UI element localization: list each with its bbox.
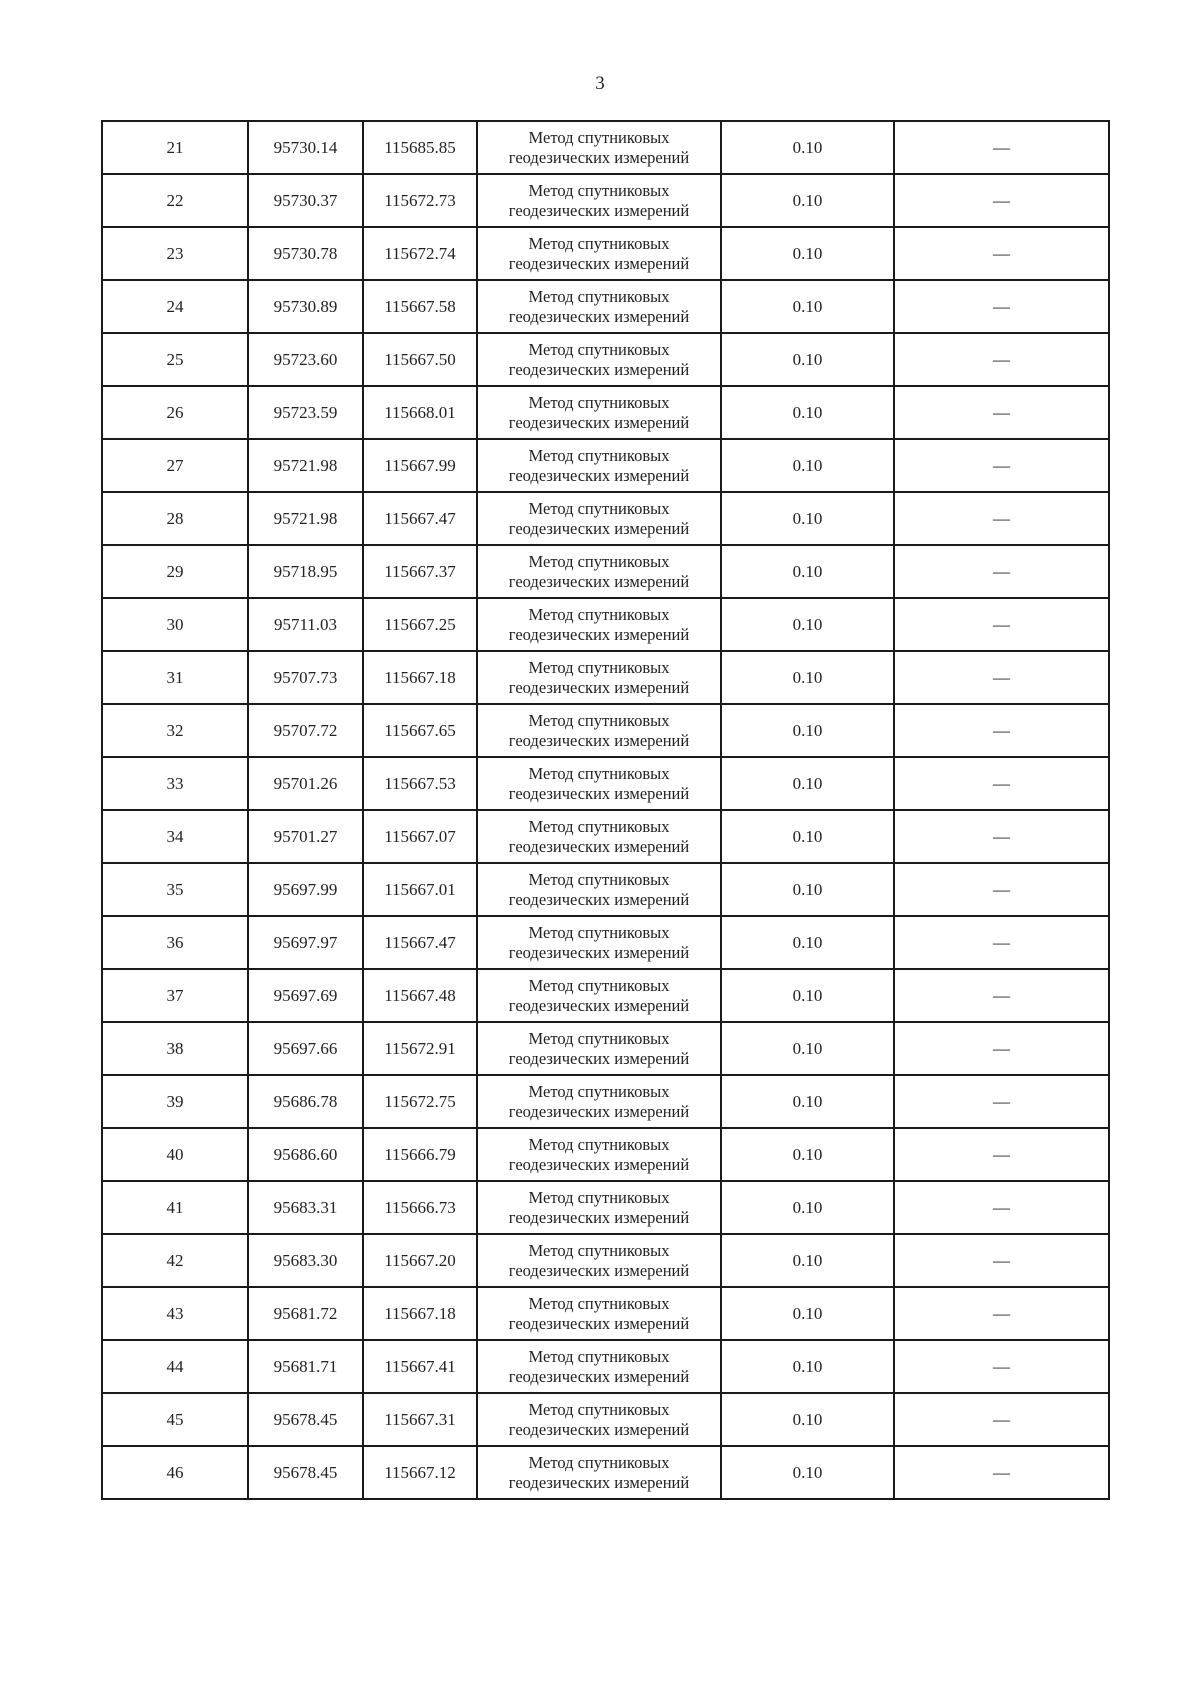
accuracy-cell: 0.10 [721,545,894,598]
note-cell: — [894,545,1109,598]
table-row [102,121,1109,174]
y-coordinate-cell: 115667.18 [363,1287,477,1340]
point-number-cell: 39 [102,1075,248,1128]
method-line-2: геодезических измерений [508,1101,690,1121]
note-cell: — [894,439,1109,492]
point-number-cell: 46 [102,1446,248,1499]
point-number-cell: 38 [102,1022,248,1075]
accuracy-cell: 0.10 [721,1393,894,1446]
y-coordinate-cell: 115666.79 [363,1128,477,1181]
table-row [102,280,1109,333]
method-line-2: геодезических измерений [508,518,690,538]
x-coordinate-cell: 95711.03 [248,598,363,651]
method-cell [477,1393,721,1446]
note-cell: — [894,227,1109,280]
accuracy-cell: 0.10 [721,1022,894,1075]
method-cell [477,386,721,439]
note-cell: — [894,1075,1109,1128]
method-cell [477,1287,721,1340]
method-line-2: геодезических измерений [508,942,690,962]
note-cell: — [894,810,1109,863]
table-row [102,598,1109,651]
table-row [102,1234,1109,1287]
method-line-1: Метод спутниковых [528,922,670,942]
accuracy-cell: 0.10 [721,1234,894,1287]
x-coordinate-cell: 95707.72 [248,704,363,757]
x-coordinate-cell: 95683.31 [248,1181,363,1234]
y-coordinate-cell: 115667.53 [363,757,477,810]
method-cell [477,333,721,386]
method-line-2: геодезических измерений [508,1154,690,1174]
method-line-1: Метод спутниковых [528,1134,670,1154]
x-coordinate-cell: 95721.98 [248,439,363,492]
x-coordinate-cell: 95730.37 [248,174,363,227]
point-number-cell: 27 [102,439,248,492]
table-row [102,1181,1109,1234]
table-row [102,704,1109,757]
accuracy-cell: 0.10 [721,969,894,1022]
y-coordinate-cell: 115667.07 [363,810,477,863]
x-coordinate-cell: 95697.99 [248,863,363,916]
method-line-2: геодезических измерений [508,1048,690,1068]
table-row [102,492,1109,545]
method-line-1: Метод спутниковых [528,816,670,836]
method-line-1: Метод спутниковых [528,763,670,783]
method-cell [477,227,721,280]
point-number-cell: 25 [102,333,248,386]
table-row [102,1393,1109,1446]
y-coordinate-cell: 115667.20 [363,1234,477,1287]
table-row [102,810,1109,863]
method-line-1: Метод спутниковых [528,1081,670,1101]
point-number-cell: 41 [102,1181,248,1234]
note-cell: — [894,916,1109,969]
table-row [102,386,1109,439]
method-line-2: геодезических измерений [508,730,690,750]
note-cell: — [894,1287,1109,1340]
table-row [102,227,1109,280]
method-cell [477,810,721,863]
y-coordinate-cell: 115668.01 [363,386,477,439]
note-cell: — [894,863,1109,916]
x-coordinate-cell: 95686.60 [248,1128,363,1181]
table-row [102,969,1109,1022]
point-number-cell: 30 [102,598,248,651]
y-coordinate-cell: 115672.75 [363,1075,477,1128]
note-cell: — [894,1340,1109,1393]
point-number-cell: 24 [102,280,248,333]
accuracy-cell: 0.10 [721,598,894,651]
method-cell [477,174,721,227]
method-line-1: Метод спутниковых [528,604,670,624]
method-line-1: Метод спутниковых [528,445,670,465]
method-line-1: Метод спутниковых [528,498,670,518]
accuracy-cell: 0.10 [721,227,894,280]
point-number-cell: 34 [102,810,248,863]
note-cell: — [894,121,1109,174]
accuracy-cell: 0.10 [721,333,894,386]
method-cell [477,863,721,916]
method-line-1: Метод спутниковых [528,286,670,306]
y-coordinate-cell: 115666.73 [363,1181,477,1234]
x-coordinate-cell: 95683.30 [248,1234,363,1287]
method-line-2: геодезических измерений [508,1207,690,1227]
method-line-2: геодезических измерений [508,306,690,326]
point-number-cell: 21 [102,121,248,174]
method-line-1: Метод спутниковых [528,127,670,147]
method-line-1: Метод спутниковых [528,1240,670,1260]
table-row [102,333,1109,386]
method-cell [477,1446,721,1499]
method-line-2: геодезических измерений [508,1313,690,1333]
accuracy-cell: 0.10 [721,810,894,863]
point-number-cell: 42 [102,1234,248,1287]
table-row [102,1446,1109,1499]
method-line-2: геодезических измерений [508,359,690,379]
note-cell: — [894,1446,1109,1499]
x-coordinate-cell: 95697.97 [248,916,363,969]
table-row [102,1022,1109,1075]
method-line-1: Метод спутниковых [528,869,670,889]
accuracy-cell: 0.10 [721,492,894,545]
method-cell [477,1340,721,1393]
y-coordinate-cell: 115667.12 [363,1446,477,1499]
table-row [102,1075,1109,1128]
x-coordinate-cell: 95721.98 [248,492,363,545]
accuracy-cell: 0.10 [721,863,894,916]
method-cell [477,121,721,174]
method-line-1: Метод спутниковых [528,1187,670,1207]
accuracy-cell: 0.10 [721,651,894,704]
note-cell: — [894,1181,1109,1234]
accuracy-cell: 0.10 [721,1287,894,1340]
method-line-2: геодезических измерений [508,624,690,644]
method-line-2: геодезических измерений [508,995,690,1015]
method-line-2: геодезических измерений [508,783,690,803]
note-cell: — [894,386,1109,439]
y-coordinate-cell: 115672.74 [363,227,477,280]
method-cell [477,969,721,1022]
method-line-2: геодезических измерений [508,1472,690,1492]
y-coordinate-cell: 115672.91 [363,1022,477,1075]
y-coordinate-cell: 115667.58 [363,280,477,333]
note-cell: — [894,1022,1109,1075]
accuracy-cell: 0.10 [721,757,894,810]
method-line-2: геодезических измерений [508,1260,690,1280]
note-cell: — [894,174,1109,227]
note-cell: — [894,1234,1109,1287]
x-coordinate-cell: 95697.66 [248,1022,363,1075]
method-line-2: геодезических измерений [508,889,690,909]
y-coordinate-cell: 115667.50 [363,333,477,386]
note-cell: — [894,1393,1109,1446]
y-coordinate-cell: 115667.48 [363,969,477,1022]
note-cell: — [894,333,1109,386]
table-row [102,439,1109,492]
method-line-2: геодезических измерений [508,1366,690,1386]
point-number-cell: 23 [102,227,248,280]
method-cell [477,1075,721,1128]
x-coordinate-cell: 95718.95 [248,545,363,598]
y-coordinate-cell: 115667.47 [363,492,477,545]
point-number-cell: 29 [102,545,248,598]
point-number-cell: 44 [102,1340,248,1393]
method-line-1: Метод спутниковых [528,1293,670,1313]
y-coordinate-cell: 115667.65 [363,704,477,757]
page-number: 3 [595,73,605,94]
method-line-1: Метод спутниковых [528,551,670,571]
accuracy-cell: 0.10 [721,1446,894,1499]
accuracy-cell: 0.10 [721,1181,894,1234]
table-row [102,757,1109,810]
method-cell [477,651,721,704]
method-line-1: Метод спутниковых [528,1028,670,1048]
point-number-cell: 22 [102,174,248,227]
note-cell: — [894,757,1109,810]
y-coordinate-cell: 115685.85 [363,121,477,174]
x-coordinate-cell: 95678.45 [248,1393,363,1446]
coordinates-table [101,120,1110,1500]
method-line-1: Метод спутниковых [528,180,670,200]
accuracy-cell: 0.10 [721,174,894,227]
method-cell [477,545,721,598]
note-cell: — [894,598,1109,651]
x-coordinate-cell: 95701.27 [248,810,363,863]
point-number-cell: 26 [102,386,248,439]
table-row [102,1128,1109,1181]
method-line-1: Метод спутниковых [528,975,670,995]
y-coordinate-cell: 115667.25 [363,598,477,651]
y-coordinate-cell: 115667.01 [363,863,477,916]
x-coordinate-cell: 95681.72 [248,1287,363,1340]
point-number-cell: 37 [102,969,248,1022]
note-cell: — [894,492,1109,545]
method-line-2: геодезических измерений [508,147,690,167]
y-coordinate-cell: 115667.31 [363,1393,477,1446]
method-cell [477,492,721,545]
point-number-cell: 43 [102,1287,248,1340]
point-number-cell: 28 [102,492,248,545]
method-line-1: Метод спутниковых [528,233,670,253]
accuracy-cell: 0.10 [721,916,894,969]
method-cell [477,439,721,492]
y-coordinate-cell: 115667.37 [363,545,477,598]
point-number-cell: 31 [102,651,248,704]
method-cell [477,280,721,333]
note-cell: — [894,1128,1109,1181]
method-cell [477,757,721,810]
note-cell: — [894,280,1109,333]
accuracy-cell: 0.10 [721,280,894,333]
point-number-cell: 35 [102,863,248,916]
table-row [102,863,1109,916]
method-cell [477,704,721,757]
table-row [102,174,1109,227]
note-cell: — [894,969,1109,1022]
method-line-1: Метод спутниковых [528,1452,670,1472]
accuracy-cell: 0.10 [721,1340,894,1393]
accuracy-cell: 0.10 [721,386,894,439]
table-row [102,545,1109,598]
method-line-2: геодезических измерений [508,253,690,273]
method-cell [477,1022,721,1075]
method-cell [477,916,721,969]
method-line-2: геодезических измерений [508,836,690,856]
table-row [102,1340,1109,1393]
x-coordinate-cell: 95707.73 [248,651,363,704]
method-line-2: геодезических измерений [508,200,690,220]
method-line-2: геодезических измерений [508,412,690,432]
note-cell: — [894,704,1109,757]
x-coordinate-cell: 95723.60 [248,333,363,386]
method-line-1: Метод спутниковых [528,1346,670,1366]
method-cell [477,598,721,651]
x-coordinate-cell: 95730.89 [248,280,363,333]
x-coordinate-cell: 95686.78 [248,1075,363,1128]
y-coordinate-cell: 115667.41 [363,1340,477,1393]
accuracy-cell: 0.10 [721,439,894,492]
accuracy-cell: 0.10 [721,121,894,174]
y-coordinate-cell: 115667.18 [363,651,477,704]
method-line-1: Метод спутниковых [528,657,670,677]
y-coordinate-cell: 115667.99 [363,439,477,492]
method-line-2: геодезических измерений [508,571,690,591]
accuracy-cell: 0.10 [721,704,894,757]
x-coordinate-cell: 95678.45 [248,1446,363,1499]
note-cell: — [894,651,1109,704]
method-line-1: Метод спутниковых [528,392,670,412]
table-row [102,1287,1109,1340]
accuracy-cell: 0.10 [721,1128,894,1181]
method-cell [477,1181,721,1234]
point-number-cell: 36 [102,916,248,969]
table-row [102,651,1109,704]
method-line-2: геодезических измерений [508,465,690,485]
method-line-1: Метод спутниковых [528,339,670,359]
point-number-cell: 40 [102,1128,248,1181]
table-body [102,121,1109,1499]
method-cell [477,1128,721,1181]
x-coordinate-cell: 95697.69 [248,969,363,1022]
method-line-1: Метод спутниковых [528,1399,670,1419]
x-coordinate-cell: 95730.78 [248,227,363,280]
y-coordinate-cell: 115667.47 [363,916,477,969]
x-coordinate-cell: 95730.14 [248,121,363,174]
point-number-cell: 45 [102,1393,248,1446]
point-number-cell: 33 [102,757,248,810]
method-line-2: геодезических измерений [508,677,690,697]
x-coordinate-cell: 95701.26 [248,757,363,810]
x-coordinate-cell: 95723.59 [248,386,363,439]
point-number-cell: 32 [102,704,248,757]
method-cell [477,1234,721,1287]
y-coordinate-cell: 115672.73 [363,174,477,227]
method-line-1: Метод спутниковых [528,710,670,730]
accuracy-cell: 0.10 [721,1075,894,1128]
method-line-2: геодезических измерений [508,1419,690,1439]
x-coordinate-cell: 95681.71 [248,1340,363,1393]
table-row [102,916,1109,969]
